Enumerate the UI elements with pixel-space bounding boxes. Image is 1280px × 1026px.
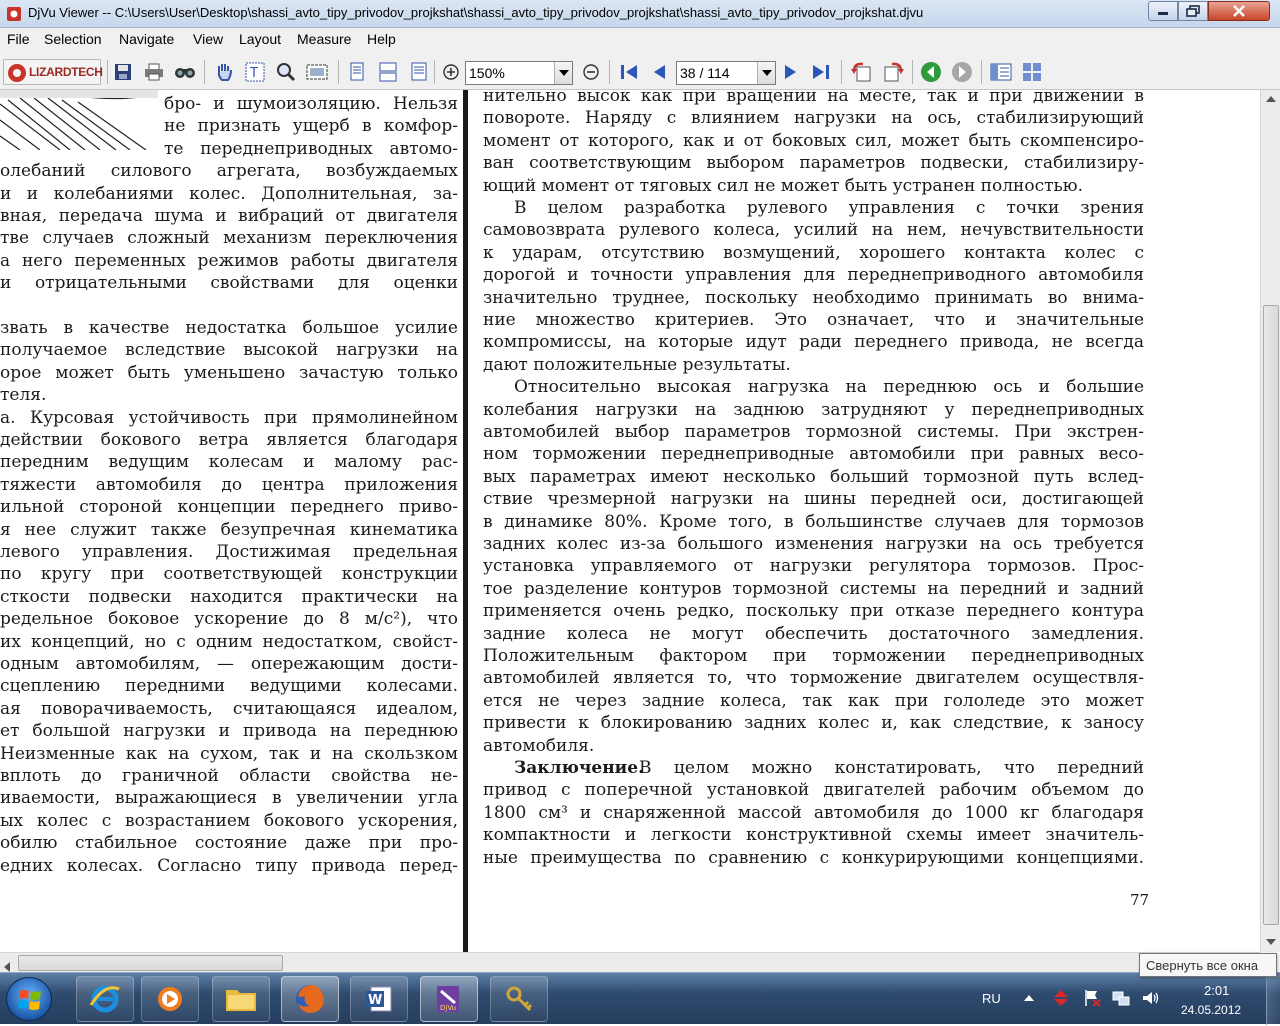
menu-file[interactable]: File — [7, 31, 30, 47]
maximize-button[interactable] — [1178, 1, 1208, 21]
text-line: и и колебаниями колес. Дополнительная, за- — [0, 183, 458, 204]
text-line: повороте. Наряду с влиянием нагрузки на ось, стабилизирующий — [483, 108, 1144, 129]
region-select-button[interactable] — [306, 61, 328, 83]
text-line: автомобилей выбор параметров тормозной системы. При экстрен- — [483, 422, 1144, 442]
text-line: дают положительные результаты. — [483, 354, 791, 375]
text-line: ющий момент от тяговых сил не может быть устранен полностью. — [483, 175, 1083, 196]
rotate-right-button[interactable] — [882, 61, 904, 83]
minimize-icon — [1157, 6, 1169, 16]
text-line: получаемое вследствие высокой нагрузки на — [0, 340, 458, 361]
text-line: автомобилей является то, что торможение двигателем осуществля- — [483, 668, 1144, 689]
lizardtech-mark-icon — [8, 64, 26, 82]
facing-icon — [409, 62, 429, 82]
chevron-up-icon — [1024, 995, 1034, 1001]
text-line: редельное боковое ускорение до 8 м/с²), что — [0, 609, 458, 630]
text-line: ные преимущества по сравнению с конкурирующими концепциями. — [483, 847, 1144, 868]
text-line: самовозврата рулевого колеса, усилий на нем, нечувствительности — [483, 220, 1144, 241]
tray-volume[interactable] — [1141, 989, 1159, 1007]
text-line: сцеплению передними ведущими колесами. — [0, 676, 458, 697]
zoom-value: 150% — [469, 65, 505, 81]
text-line: компактности и легкости конструктивной схемы имеет значитель- — [483, 825, 1144, 846]
text-line: вплоть до граничной области свойства не- — [0, 766, 458, 786]
text-line: привести к блокированию задних колес и, как следствие, к заносу — [483, 713, 1144, 734]
text-line: вная, передача шума и вибраций от двигателя — [0, 206, 458, 226]
text-line: тве случаев сложный механизм переключения — [0, 228, 458, 249]
page-dropdown-arrow[interactable] — [757, 62, 775, 84]
toolbar — [0, 50, 1280, 90]
menu-help[interactable]: Help — [367, 31, 396, 47]
document-viewport[interactable] — [0, 90, 1260, 952]
text-line: иваемости, выражающиеся в увеличении угла — [0, 788, 458, 809]
keys-icon — [503, 983, 535, 1015]
zoom-icon — [276, 62, 296, 82]
chevron-down-icon — [1266, 939, 1276, 945]
zoom-combobox[interactable] — [465, 61, 573, 85]
text-line: ая поворачиваемость, считающаяся идеалом, — [0, 698, 458, 719]
back-icon — [920, 61, 942, 83]
svg-text:T: T — [250, 66, 258, 81]
text-line: по кругу при соответствующей конструкции — [0, 564, 458, 585]
text-line: а. Курсовая устойчивость при прямолинейном — [0, 407, 458, 428]
word-icon — [363, 983, 395, 1015]
text-line: В целом разработка рулевого управления с точки зрения — [514, 198, 1144, 218]
facing-pages-button[interactable] — [408, 61, 430, 83]
text-line: ых колес с возрастанием бокового ускорения, — [0, 810, 458, 831]
text-line: привод с поперечной установкой двигателей рабочим объемом до — [483, 780, 1144, 801]
menu-selection[interactable]: Selection — [44, 31, 102, 47]
lizardtech-logo-text: LIZARDTECH — [29, 65, 103, 79]
tooltip-text: Свернуть все окна — [1146, 958, 1259, 973]
menu-bar — [0, 28, 1280, 50]
text-line: момент от которого, как и от боковых сил, может быть скомпенсиро- — [483, 130, 1144, 151]
svg-text:DjVu: DjVu — [440, 1004, 457, 1012]
taskbar-firefox[interactable] — [281, 976, 339, 1022]
arrow-up-down-icon — [1052, 989, 1070, 1007]
text-line: их концепций, но с одним недостатком, свойст- — [0, 631, 458, 652]
text-line: к ударам, отсутствию возмущений, хорошего контакта колес с — [483, 242, 1144, 263]
text-line: тое разделение контуров тормозной системы на передний и задний — [483, 578, 1144, 599]
action-center-flag-icon — [1083, 989, 1101, 1007]
zoom-out-icon — [582, 63, 600, 81]
text-line: значительно труднее, поскольку необходимо принимать во внима- — [483, 287, 1144, 308]
scroll-down-arrow[interactable] — [1264, 935, 1278, 949]
zoom-in-icon — [442, 63, 460, 81]
toolbar-separator — [338, 60, 339, 84]
zoom-in-button[interactable] — [440, 61, 462, 83]
save-button[interactable] — [112, 61, 134, 83]
text-line: звать в качестве недостатка большое усилие — [0, 318, 458, 338]
text-line: левого управления. Достижимая предельная — [0, 542, 458, 562]
text-line: установка управляемого от нагрузки регулятора тормозов. Прос- — [483, 556, 1144, 577]
zoom-dropdown-arrow[interactable] — [554, 62, 572, 84]
horizontal-scroll-thumb[interactable] — [18, 955, 283, 971]
minimize-button[interactable] — [1148, 1, 1178, 21]
last-page-button[interactable] — [810, 61, 832, 83]
continuous-icon — [378, 62, 398, 82]
text-line: ильной стороной концепции переднего приво- — [0, 497, 458, 518]
text-line: тяжести автомобиля до центра приложения — [0, 474, 458, 495]
right-page — [468, 90, 1260, 952]
page-illustration — [0, 90, 158, 150]
text-line: колебания нагрузки на заднюю затрудняют у переднеприводных — [483, 399, 1144, 420]
save-icon — [114, 63, 132, 81]
text-line: бро- и шумоизоляцию. Нельзя — [164, 94, 458, 114]
menu-measure[interactable]: Measure — [297, 31, 352, 47]
conclusion-label: Заключение. — [514, 758, 645, 778]
find-button[interactable] — [174, 61, 196, 83]
close-button[interactable] — [1208, 1, 1270, 21]
text-line: 1800 см³ и снаряженной массой автомобиля до 1000 кг благодаря — [483, 802, 1144, 823]
volume-icon — [1141, 989, 1159, 1007]
back-button[interactable] — [920, 61, 942, 83]
zoom-out-button[interactable] — [580, 61, 602, 83]
vertical-scroll-thumb[interactable] — [1263, 305, 1279, 925]
media-player-icon — [154, 983, 186, 1015]
text-line: ном торможении переднеприводные автомобили при равных весо- — [483, 444, 1144, 465]
text-line: ние множество критериев. Это означает, что и значительные — [483, 310, 1144, 330]
text-line: ствие чрезмерной нагрузки на шины передней оси, достигающей — [483, 489, 1144, 510]
restore-icon — [1186, 5, 1200, 17]
text-select-icon — [245, 62, 265, 82]
explorer-icon — [224, 984, 258, 1014]
taskbar-word[interactable] — [350, 976, 408, 1022]
svg-text:W: W — [368, 993, 383, 1008]
text-line: применяется очень редко, поскольку при отказе переднего контура — [483, 601, 1144, 622]
taskbar-ie[interactable] — [76, 976, 134, 1022]
text-line: нительно высок как при вращении на месте, так и при движении в — [483, 90, 1144, 106]
scroll-up-arrow[interactable] — [1264, 92, 1278, 106]
next-page-button[interactable] — [780, 61, 802, 83]
forward-icon — [951, 61, 973, 83]
ie-icon — [89, 983, 121, 1015]
windows-logo-icon — [7, 978, 53, 1022]
tray-flag[interactable] — [1083, 989, 1101, 1007]
language-indicator[interactable]: RU — [982, 991, 1001, 1006]
show-desktop-tooltip — [1139, 953, 1277, 977]
first-page-icon — [619, 63, 639, 81]
tray-expand-button[interactable] — [1020, 989, 1038, 1007]
chevron-down-icon — [762, 70, 772, 76]
last-page-icon — [811, 63, 831, 81]
text-line: орое может быть уменьшено зачастую только — [0, 362, 458, 383]
toolbar-separator — [107, 60, 108, 84]
text-line: и отрицательными свойствами для оценки — [0, 273, 458, 294]
firefox-icon — [293, 982, 327, 1016]
text-line: ется не через задние колеса, так как при гололеде это может — [483, 690, 1144, 711]
toolbar-separator — [204, 60, 205, 84]
menu-view[interactable]: View — [193, 31, 224, 47]
text-line: действии бокового ветра является благодаря — [0, 430, 458, 450]
text-line: задних колес из-за большого изменения нагрузки на ось требуется — [483, 534, 1144, 554]
text-line: едних колесах. Согласно типу привода перед- — [0, 855, 458, 876]
text-line: одным автомобилям, — опережающим дости- — [0, 654, 458, 674]
menu-navigate[interactable]: Navigate — [119, 31, 175, 47]
taskbar-media-player[interactable] — [141, 976, 199, 1022]
text-line: передним ведущим колесам и малому рас- — [0, 452, 458, 473]
start-button[interactable] — [6, 977, 52, 1021]
print-icon — [144, 63, 164, 81]
chevron-up-icon — [1266, 96, 1276, 102]
text-line: задние колеса не могут обеспечить достаточного замедления. — [483, 623, 1144, 644]
taskbar-djvu[interactable] — [420, 976, 478, 1022]
tray-network-alert[interactable] — [1052, 989, 1070, 1007]
text-line: ет большой нагрузки и привода на переднюю — [0, 721, 458, 742]
forward-button[interactable] — [951, 61, 973, 83]
text-line: В целом можно констатировать, что передний — [639, 758, 1144, 778]
taskbar-explorer[interactable] — [212, 976, 270, 1022]
chevron-down-icon — [559, 70, 569, 76]
grid-icon — [1022, 62, 1042, 82]
thumbnails-icon — [990, 63, 1012, 81]
toolbar-separator — [841, 60, 842, 84]
text-line: не признать ущерб в комфор- — [164, 116, 458, 137]
window-title: DjVu Viewer -- C:\Users\User\Desktop\shassi_avto_tipy_privodov_projkshat\shassi_avto_tipy_privodov_projkshat\shassi_avto_tipy_privodov_projkshat.djvu — [28, 5, 924, 20]
text-line: я нее служит также безупречная кинематика — [0, 519, 458, 540]
region-icon — [306, 62, 328, 82]
next-page-icon — [782, 63, 800, 81]
taskbar-keys[interactable] — [490, 976, 548, 1022]
text-line: а него переменных режимов работы двигателя — [0, 250, 458, 271]
page-value: 38 / 114 — [680, 65, 730, 81]
rotate-left-icon — [851, 61, 873, 83]
toolbar-separator — [434, 60, 435, 84]
text-line: Относительно высокая нагрузка на переднюю ось и большие — [514, 377, 1144, 398]
hand-icon — [215, 62, 233, 82]
grid-view-button[interactable] — [1021, 61, 1043, 83]
previous-page-button[interactable] — [648, 61, 670, 83]
prev-page-icon — [650, 63, 668, 81]
zoom-tool-button[interactable] — [275, 61, 297, 83]
vertical-scrollbar[interactable] — [1260, 90, 1280, 952]
text-select-button[interactable] — [244, 61, 266, 83]
page-combobox[interactable] — [676, 61, 776, 85]
first-page-button[interactable] — [618, 61, 640, 83]
taskbar — [0, 972, 1280, 1024]
toolbar-separator — [609, 60, 610, 84]
lizardtech-logo[interactable] — [3, 59, 101, 85]
tray-network[interactable] — [1112, 989, 1130, 1007]
close-icon — [1232, 5, 1246, 17]
text-line: дорогой и точности управления для переднеприводного автомобиля — [483, 265, 1144, 286]
text-line: сткости подвески находится практически на — [0, 586, 458, 607]
clock-date[interactable]: 24.05.2012 — [1181, 1003, 1242, 1017]
text-line: обилю стабильное состояние даже при про- — [0, 833, 458, 854]
rotate-right-icon — [882, 61, 904, 83]
left-page — [0, 90, 463, 952]
network-icon — [1112, 989, 1130, 1007]
thumbnails-button[interactable] — [990, 61, 1012, 83]
title-bar — [0, 0, 1280, 28]
text-line: вых параметрах имеют несколько больший тормозной путь вслед- — [483, 466, 1144, 487]
show-desktop-button[interactable] — [1266, 973, 1280, 1025]
menu-layout[interactable]: Layout — [239, 31, 282, 47]
single-page-button[interactable] — [346, 61, 368, 83]
text-line: компромиссы, на которые идут ради переднего привода, не всегда — [483, 332, 1144, 353]
text-line: те переднеприводных автомо- — [164, 138, 458, 159]
djvu-app-icon — [6, 6, 22, 22]
find-icon — [174, 63, 196, 81]
horizontal-scrollbar[interactable] — [0, 952, 1260, 972]
text-line: ван соответствующим выбором параметров подвески, стабилизиру- — [483, 153, 1144, 174]
continuous-button[interactable] — [377, 61, 399, 83]
single-page-icon — [348, 62, 366, 82]
clock-time[interactable]: 2:01 — [1204, 983, 1230, 998]
print-button[interactable] — [143, 61, 165, 83]
toolbar-separator — [912, 60, 913, 84]
text-line: в динамике 80%. Кроме того, в большинстве случаев для тормозов — [483, 511, 1144, 532]
text-line: Неизменные как на сухом, так и на скользком — [0, 743, 458, 764]
chevron-left-icon — [4, 962, 10, 972]
page-number: 77 — [1130, 891, 1150, 909]
text-line: Положительным фактором при торможении переднеприводных — [483, 646, 1144, 666]
djvu-icon — [433, 983, 465, 1015]
hand-tool-button[interactable] — [213, 61, 235, 83]
text-line: теля. — [0, 385, 47, 406]
text-line: олебаний силового агрегата, возбуждаемых — [0, 161, 458, 182]
rotate-left-button[interactable] — [851, 61, 873, 83]
toolbar-separator — [981, 60, 982, 84]
text-line: автомобиля. — [483, 735, 595, 756]
